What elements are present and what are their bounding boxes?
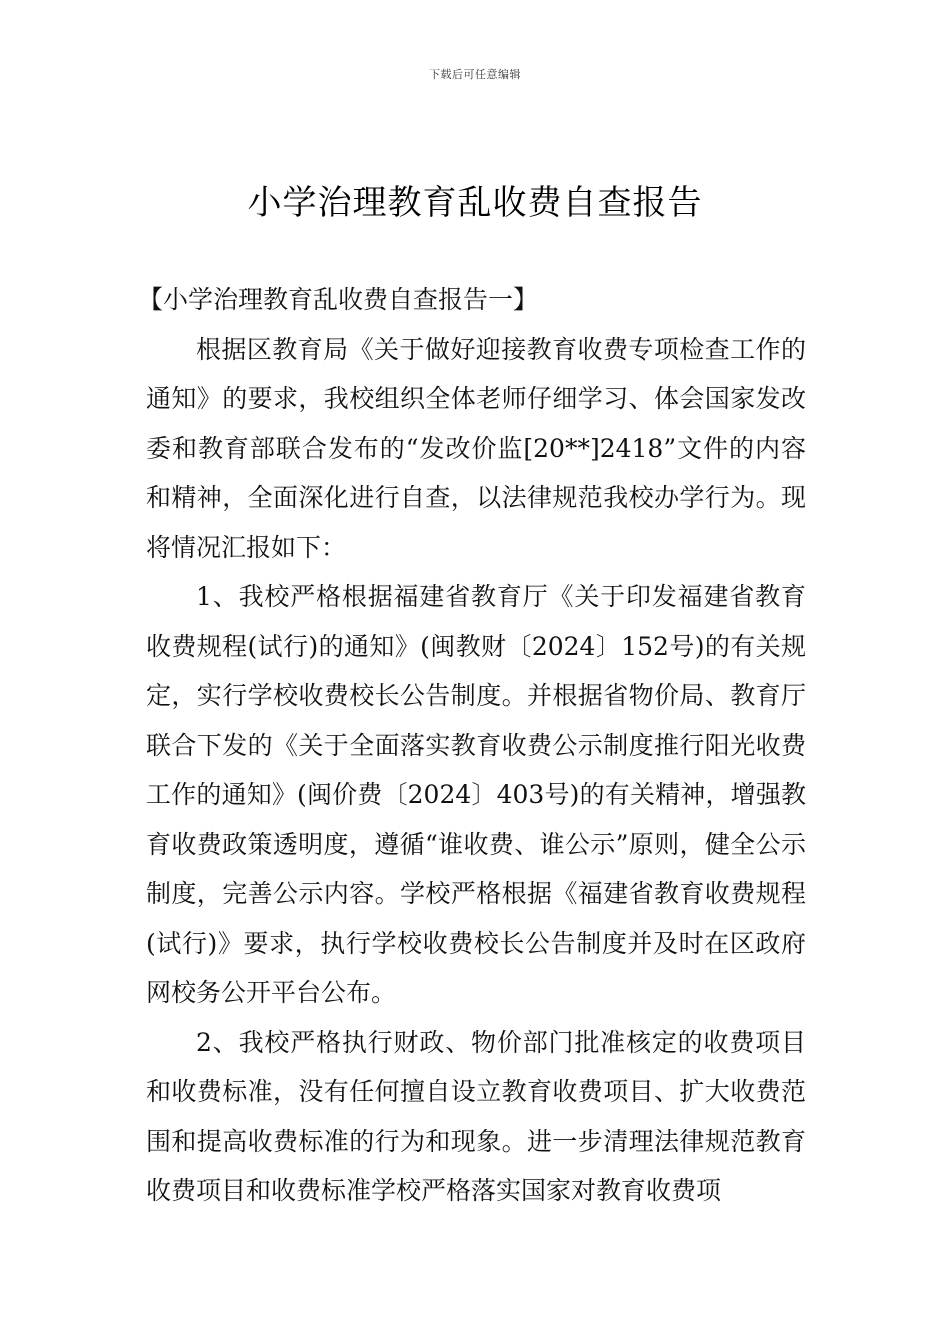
paragraph-item-2: 2、我校严格执行财政、物价部门批准核定的收费项目和收费标准，没有任何擅自设立教育收费项目、扩大收费范围和提高收费标准的行为和现象。进一步清理法律规范教育收费项目和收费标准学校严格落实国家对教育收费项 [146,1027,806,1205]
section-heading: 【小学治理教育乱收费自查报告一】 [138,285,539,314]
paragraph-intro: 根据区教育局《关于做好迎接教育收费专项检查工作的通知》的要求，我校组织全体老师仔细学习、体会国家发改委和教育部联合发布的“发改价监[20**]2418”文件的内容和精神，全面深化进行自查，以法律规范我校办学行为。现将情况汇报如下： [146,334,806,562]
header-note: 下载后可任意编辑 [429,68,521,81]
paragraph-item-1: 1、我校严格根据福建省教育厅《关于印发福建省教育收费规程(试行)的通知》(闽教财〔2024〕152号)的有关规定，实行学校收费校长公告制度。并根据省物价局、教育厅联合下发的《关于全面落实教育收费公示制度推行阳光收费工作的通知》(闽价费〔2024〕403号)的有关精神，增强教育收费政策透明度，遵循“谁收费、谁公示”原则，健全公示制度，完善公示内容。学校严格根据《福建省教育收费规程(试行)》要求，执行学校收费校长公告制度并及时在区政府网校务公开平台公布。 [146,582,806,1007]
document-title: 小学治理教育乱收费自查报告 [247,183,703,223]
document-body [138,275,806,1216]
